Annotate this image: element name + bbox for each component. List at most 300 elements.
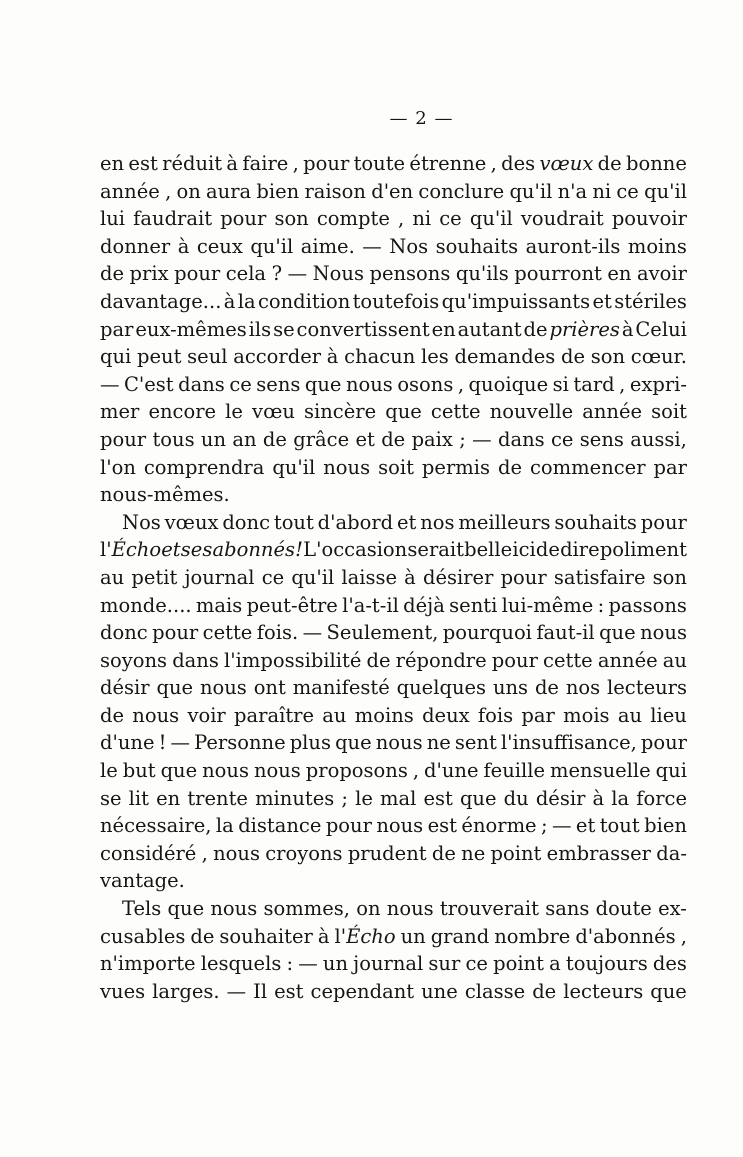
word: ce [229,372,252,396]
word: dire [560,538,600,562]
word: , [201,841,208,865]
word: un [322,952,349,976]
word: d'une [100,731,155,755]
word: l'Écho [100,538,162,562]
word: paix [411,427,453,451]
word: un [200,427,227,451]
word: : [597,593,605,617]
word: pouvoir [611,207,687,231]
word: tous [152,427,195,451]
word: , [398,207,405,231]
word: fois. [256,621,299,645]
word: cette [202,621,253,645]
word: l'Écho [334,924,396,948]
word: peut [137,345,182,369]
word: : [286,952,294,976]
word: donc [222,510,271,534]
word: de [561,345,586,369]
word: que [304,372,342,396]
word: — [170,731,191,755]
word: donner [100,234,171,258]
word: aussi, [630,427,687,451]
text-line [100,260,687,288]
word: vœux [164,510,219,534]
word: souhaits [435,234,519,258]
word: son [590,345,626,369]
word: et [592,289,612,313]
word: doute [595,897,652,921]
word: pour [640,510,687,534]
word: encore [148,400,217,424]
word: plus [289,731,331,755]
text-line [100,785,687,813]
word: de [532,979,557,1003]
word: et [575,814,596,838]
word: pour [500,565,547,589]
word: ce [261,565,285,589]
word: prix [129,262,169,286]
word: trente [187,786,248,810]
text-line [100,150,687,178]
word: à [226,152,239,175]
word: satisfaire [553,565,646,589]
word: C'est [123,372,174,396]
word: à [177,234,190,258]
word: la [611,786,630,810]
word: le [225,400,243,424]
word: — [302,621,323,645]
word: que [385,400,422,424]
word: compte [316,207,390,231]
word: convertissent [296,317,430,341]
word: minutes [255,786,335,810]
word: en [431,317,456,341]
word: désirer [422,565,494,589]
word: ni [592,179,612,203]
word: on [176,179,201,203]
word: belle [464,538,513,562]
word: ce [439,207,462,231]
text-line [100,757,687,785]
word: cette [543,648,593,672]
word: que [160,759,198,783]
word: pour [220,207,267,231]
word: ne [426,731,451,755]
word: distance [238,814,322,838]
word: qu'il [469,207,513,231]
word: l'on [100,455,136,479]
word: grand [430,924,490,948]
word: ici [512,538,536,562]
text-line [100,178,687,206]
word: soit [651,400,687,424]
word: ses [180,538,213,562]
word: nous [376,814,424,838]
word: sens [579,427,624,451]
word: Seulement, [326,621,439,645]
word: nos [565,676,601,700]
word: en [607,262,632,286]
word: — [100,372,120,396]
word: commencer [530,455,646,479]
word: nouvelle [489,400,574,424]
word: — [552,814,572,838]
word: est [128,152,158,175]
word: au [617,703,643,727]
word: qu'il [509,179,553,203]
word: pourront [514,262,602,286]
word: son [652,565,687,589]
word: toute [353,152,406,175]
word: pensons [369,262,451,286]
word: pour [152,621,199,645]
word: dans [172,648,219,672]
word: du [503,786,529,810]
word: voir [187,703,226,727]
text-line [100,729,687,757]
word: nous [345,372,393,396]
word: cependant [310,979,415,1003]
word: est [274,979,304,1003]
word: année [597,648,658,672]
word: dans [497,427,545,451]
word: raison [304,179,366,203]
word: pour [303,152,350,175]
word: proposons [305,759,408,783]
word: sens [256,372,301,396]
word: étrenne [409,152,487,175]
text-line [100,840,687,868]
text-line [100,867,687,895]
word: nous [640,621,687,645]
word: ; [541,814,548,838]
word: à [317,924,330,948]
word: lui [100,207,126,231]
word: lesquels [200,952,282,976]
text-line [100,233,687,261]
word: toujours [565,952,648,976]
word: que [335,731,372,755]
word: journal [353,952,424,976]
word: sincère [304,400,377,424]
word: ? [271,262,283,286]
word: désir [535,786,586,810]
word: la [215,814,234,838]
word: qu'il [291,565,335,589]
word: le [100,759,118,783]
word: de [366,648,391,672]
word: trouverait [439,897,539,921]
word: petit [131,565,178,589]
word: pour [174,262,221,286]
word: serait [407,538,464,562]
word: est [427,814,457,838]
word: nous [253,759,301,783]
word: se [273,317,295,341]
word: lit [128,786,149,810]
word: , [619,372,626,396]
word: toutefois [352,289,440,313]
word: faire [242,152,289,175]
word: et [397,510,417,534]
word: , [412,759,420,783]
text-line [100,426,687,454]
word: les [421,345,449,369]
word: que [459,786,497,810]
word: est [423,786,453,810]
word: uns [492,676,529,700]
word: cusables [100,924,186,948]
word: tout [273,510,314,534]
word: , [457,372,465,396]
word: l'insuffisance, [500,731,637,755]
word: — [298,952,318,976]
word: point [490,841,542,865]
word: , [292,152,299,175]
word: ce [550,427,574,451]
word: nous [375,731,423,755]
word: au [322,703,347,727]
word: qu'il [250,234,294,258]
word: tard [573,372,615,396]
word: Nos [122,510,161,534]
text-line [100,950,687,978]
word: nous [132,703,180,727]
word: autant [457,317,522,341]
word: au [100,565,125,589]
word: vues [100,979,146,1003]
word: comprendra [143,455,265,479]
word: nécessaire, [100,814,212,838]
word: moins [627,234,687,258]
word: n'importe [100,952,196,976]
text-line [100,812,687,840]
text-line [100,398,687,426]
word: qui [100,345,132,369]
word: nous [323,455,371,479]
word: accorder [233,345,322,369]
word: de [100,703,125,727]
word: eux-mêmes [135,317,247,341]
word: nous [386,897,434,921]
text-line [100,316,687,344]
word: journal [184,565,255,589]
word: nous-mêmes. [100,483,230,507]
word: si [552,372,569,396]
word: Tels [122,897,162,921]
word: à [404,565,416,589]
word: mal [379,786,417,810]
text-line [100,509,687,537]
body-text [100,150,687,1005]
word: osons [397,372,454,396]
word: Celui [635,317,687,341]
word: pour [325,814,372,838]
word: nous [202,759,249,783]
word: force [636,786,687,810]
word: l'impossibilité [224,648,362,672]
text-line [100,619,687,647]
word: que [156,676,194,700]
word: des [652,952,687,976]
word: fois [477,703,514,727]
word: souhaits [554,510,637,534]
word: manifesté [292,676,390,700]
word: conclure [418,179,505,203]
word: Il [253,979,268,1003]
word: ce [616,179,639,203]
word: qui [655,759,687,783]
word: l'a-t-il [342,593,399,617]
word: ne [461,841,486,865]
word: sommes, [263,897,350,921]
word: de [262,427,287,451]
word: par [653,455,687,479]
word: Nos [389,234,429,258]
word: — [287,262,308,286]
word: auront-ils [525,234,621,258]
word: pour [491,648,538,672]
word: monde.... [100,593,192,617]
word: larges. [152,979,220,1003]
word: deux [422,703,470,727]
word: feuille [483,759,546,783]
word: ce [465,952,488,976]
word: embrasser [546,841,651,865]
word: et [355,427,375,451]
text-line [100,564,687,592]
word: — [362,234,382,258]
word: qu'impuissants [441,289,591,313]
word: — [226,979,247,1003]
word: seul [187,345,228,369]
word: sur [428,952,461,976]
word: cœur. [630,345,687,369]
word: souhaiter [219,924,313,948]
word: tout [599,814,640,838]
word: mensuelle [549,759,651,783]
word: ont [253,676,286,700]
word: mois [563,703,610,727]
word: ! [158,731,167,755]
word: de [498,455,523,479]
word: sans [545,897,590,921]
word: peut-être [246,593,338,617]
word: lecteurs [607,676,687,700]
word: aura [206,179,252,203]
word: — [472,427,492,451]
word: nous [199,676,247,700]
word: a [549,952,561,976]
text-line [100,536,687,564]
word: année [582,400,643,424]
word: qu'ils [455,262,509,286]
word: poliment [599,538,687,562]
word: ex- [658,897,687,921]
word: , [680,924,687,948]
word: quoique [468,372,549,396]
word: , [165,179,172,203]
word: de [534,676,559,700]
page-number: — 2 — [389,108,454,129]
word: à [223,289,236,313]
word: da- [656,841,687,865]
word: mais [195,593,243,617]
word: pour [640,731,687,755]
word: au [662,648,687,672]
text-line [100,288,687,316]
text-line [100,978,687,1006]
word: répondre [395,648,487,672]
word: davantage... [100,289,222,313]
word: à [621,317,634,341]
word: un [400,924,426,948]
word: à [592,786,605,810]
text-line [100,371,687,399]
word: but [122,759,156,783]
word: demandes [454,345,556,369]
word: permis [421,455,491,479]
word: que [650,979,687,1003]
word: nombre [494,924,571,948]
text-line [100,674,687,702]
word: an [232,427,257,451]
word: quelques [396,676,487,700]
word: de [381,427,406,451]
text-line [100,205,687,233]
word: bien [644,814,687,838]
word: se [100,786,122,810]
word: réduit [162,152,223,175]
word: par [521,703,555,727]
word: ! [295,538,304,562]
word: mer [100,400,140,424]
word: dans [178,372,225,396]
word: d'en [371,179,414,203]
word: bonne [626,152,687,175]
word: ceux [196,234,243,258]
word: soyons [100,648,168,672]
word: de [535,538,560,562]
word: croyons [265,841,343,865]
word: senti [449,593,498,617]
word: laisse [341,565,398,589]
word: classe [464,979,526,1003]
word: Personne [194,731,286,755]
text-line [100,895,687,923]
word: une [421,979,458,1003]
word: désir [100,676,150,700]
word: nous [213,841,260,865]
word: meilleurs [458,510,551,534]
text-line [100,923,687,951]
text-line [100,592,687,620]
word: lui-même [501,593,594,617]
word: par [100,317,134,341]
word: voudrait [520,207,604,231]
word: L'occasion [303,538,408,562]
word: moins [354,703,414,727]
word: avoir [637,262,687,286]
word: lieu [650,703,687,727]
word: vœux [539,152,594,175]
word: passons [608,593,687,617]
word: ; [459,427,466,451]
word: d'une [423,759,479,783]
word: qu'il [644,179,687,203]
word: son [274,207,309,231]
text-line [100,454,687,482]
